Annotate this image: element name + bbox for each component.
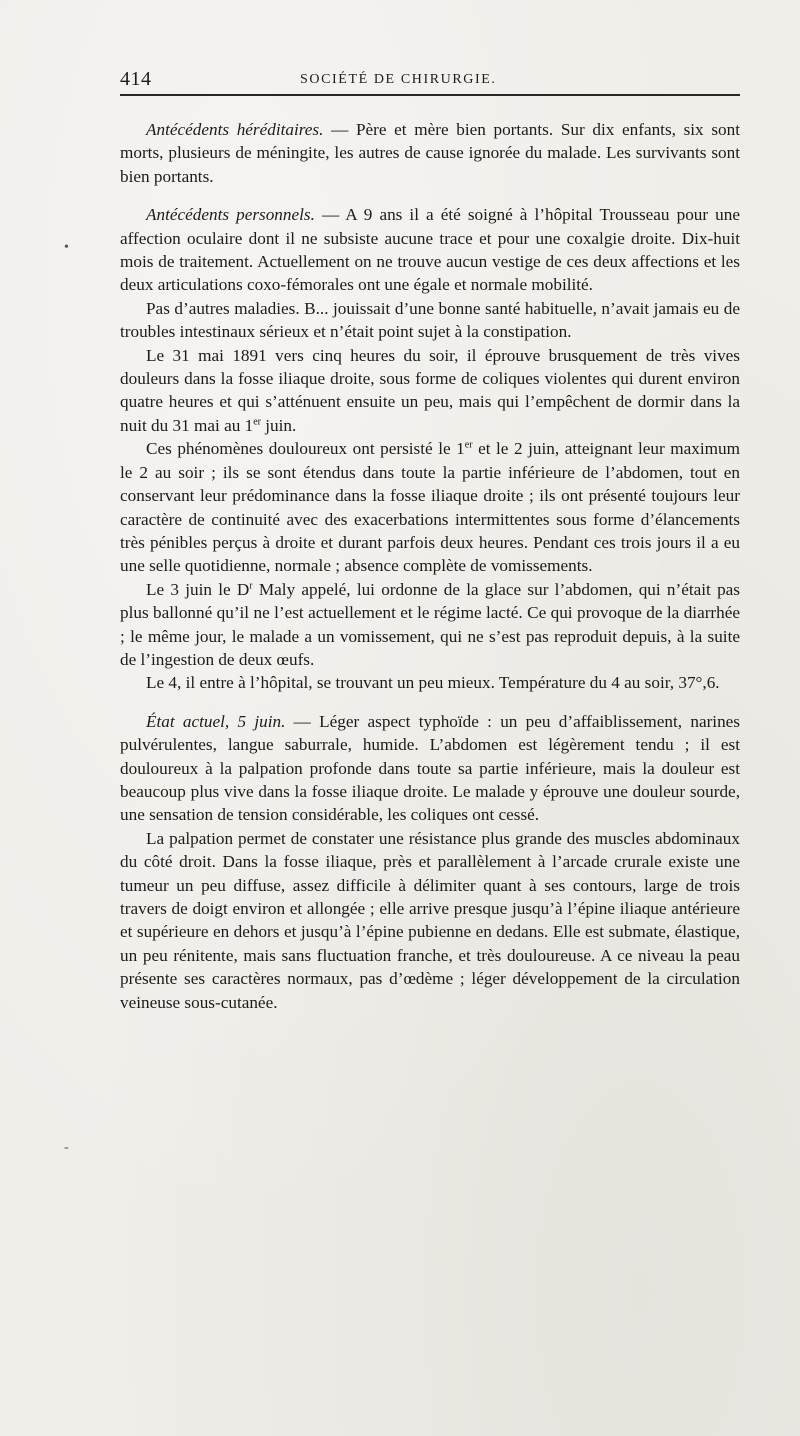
margin-dash-mark: - <box>64 1140 69 1155</box>
paragraph-text: Le 4, il entre à l’hôpital, se trouvant un peu mieux. Température du 4 au soir, 37°,6. <box>146 673 720 693</box>
paragraph-hospital-admission <box>120 671 740 694</box>
page-number: 414 <box>120 68 152 90</box>
heading-heredity: Antécédents héréditaires. <box>146 120 324 139</box>
paragraph-text: Le 31 mai 1891 vers cinq heures du soir, il éprouve brusquement de très vives douleurs dans la fosse iliaque droite, sous forme de coliques violentes qui durent environ quatre heures et qui s’atténuent ensuite un peu, mais qui l’empêchent de dormir dans la nuit du 31 mai au 1er juin. <box>120 345 740 435</box>
paragraph-palpation <box>120 827 740 1014</box>
paragraph-text: — Père et mère bien portants. Sur dix enfants, six sont morts, plusieurs de méningite, les autres de cause ignorée du malade. Les survivants sont bien portants. <box>120 120 740 186</box>
paragraph-no-other-illness <box>120 297 740 344</box>
paragraph-text: La palpation permet de constater une résistance plus grande des muscles abdominaux du côté droit. Dans la fosse iliaque, près et parallèlement à l’arcade crurale existe une tumeur un peu diffuse, assez difficile à délimiter quant à ses contours, large de trois travers de doigt environ et allongée ; elle arrive presque jusqu’à l’épine iliaque antérieure et supérieure en dehors et jusqu’à l’épine pubienne en dedans. Elle est submate, élastique, un peu rénitente, mais sans fluctuation franche, et très douloureuse. A ce niveau la peau présente ses caractères normaux, pas d’œdème ; léger développement de la circulation veineuse sous-cutanée. <box>120 828 740 1012</box>
heading-current-state: État actuel, 5 juin. <box>146 711 286 731</box>
heading-personal-history: Antécédents personnels. <box>146 205 315 225</box>
body-text <box>120 118 740 1014</box>
paragraph-onset <box>120 344 740 438</box>
margin-bullet-mark: • <box>64 240 69 255</box>
page-header <box>120 64 740 96</box>
paragraph-text: Pas d’autres maladies. B... jouissait d’une bonne santé habituelle, n’avait jamais eu de troubles intestinaux sérieux et n’était point sujet à la constipation. <box>120 298 740 342</box>
paragraph-current-state <box>120 710 740 827</box>
paragraph-text: — Léger aspect typhoïde : un peu d’affaiblissement, narines pulvérulentes, langue saburrale, humide. L’abdomen est légèrement tendu ; il est douloureux à la palpation profonde dans toute sa partie inférieure, mais la douleur est beaucoup plus vive dans la fosse iliaque droite. Le malade y éprouve une douleur sourde, une sensation de tension considérable, les coliques ont cessé. <box>120 711 740 825</box>
paragraph-doctor-visit <box>120 578 740 672</box>
paragraph-pain-course <box>120 437 740 577</box>
running-title: SOCIÉTÉ DE CHIRURGIE. <box>300 72 497 87</box>
paragraph-text: — A 9 ans il a été soigné à l’hôpital Trousseau pour une affection oculaire dont il ne subsiste aucune trace et pour une coxalgie droite. Dix-huit mois de traitement. Actuellement on ne trouve aucun vestige de ces deux affections et les deux articulations coxo-fémorales ont une égale et normale mobilité. <box>120 205 740 295</box>
paragraph-text: Ces phénomènes douloureux ont persisté le 1er et le 2 juin, atteignant leur maximum le 2 au soir ; ils se sont étendus dans toute la partie inférieure de l’abdomen, tout en conservant leur prédominance dans la fosse iliaque droite ; ils ont présenté toujours leur caractère de continuité avec des exacerbations intermittentes sous forme d’élancements très pénibles perçus à droite et durant parfois deux heures. Pendant ces trois jours il a eu une selle quotidienne, normale ; absence complète de vomissements. <box>120 439 741 576</box>
paragraph-heredity <box>120 118 740 188</box>
paragraph-text: Le 3 juin le $D^r$ Maly appelé, lui ordonne de la glace sur l’abdomen, qui n’était pas plus ballonné qu’il ne l’est actuellement et le régime lacté. Ce qui provoque de la diarrhée ; le même jour, le malade a un vomissement, qui ne s’est pas reproduit depuis, à la suite de l’ingestion de deux œufs. <box>120 579 740 669</box>
paragraph-personal-history <box>120 203 740 297</box>
